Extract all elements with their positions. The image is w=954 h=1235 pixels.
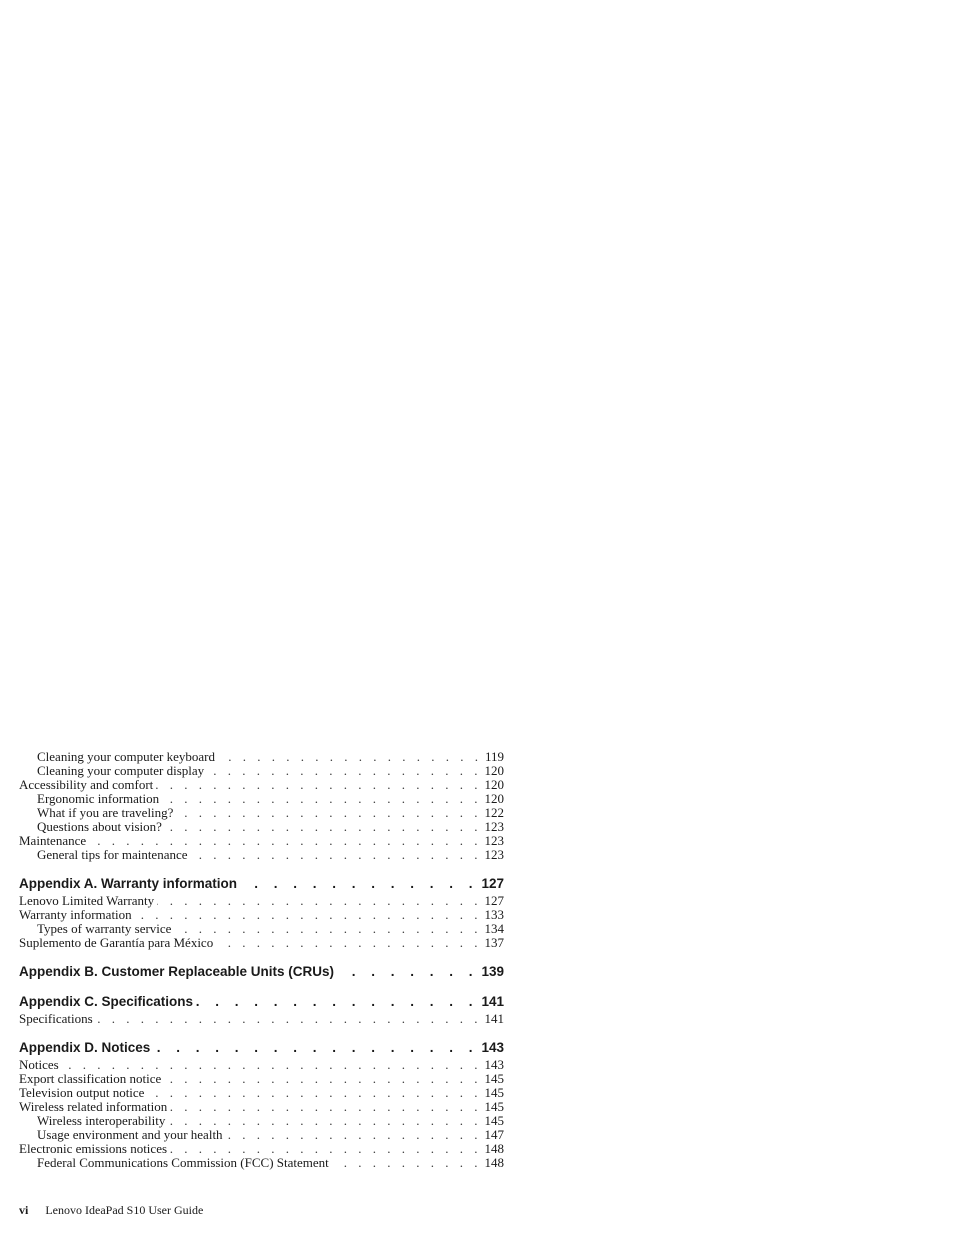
toc-heading-page: 127: [481, 876, 504, 891]
toc-entry-title: General tips for maintenance: [37, 847, 188, 862]
dot-leader: [207, 764, 481, 778]
toc-heading-appendix-d[interactable]: [19, 1040, 504, 1056]
dot-leader: [164, 1072, 481, 1086]
toc-entry[interactable]: [19, 792, 504, 806]
toc-group-maintenance: [19, 750, 504, 862]
toc-entry-title: Maintenance: [19, 833, 87, 848]
toc-entry[interactable]: [19, 908, 504, 922]
dot-leader: [153, 1040, 478, 1056]
toc-heading-page: 143: [481, 1040, 504, 1055]
toc-entry[interactable]: [19, 1086, 504, 1100]
toc-entry-page: 145: [484, 1071, 504, 1086]
toc-heading-page: 139: [481, 964, 504, 979]
dot-leader: [174, 922, 481, 936]
toc-entry-page: 123: [484, 819, 504, 834]
page-number: vi: [19, 1203, 29, 1217]
toc-entry-title: Television output notice: [19, 1085, 145, 1100]
dot-leader: [240, 876, 478, 892]
toc-heading-title: Appendix C. Specifications: [19, 994, 194, 1009]
toc-entry-title: Types of warranty service: [37, 921, 172, 936]
toc-entry-title: Questions about vision?: [37, 819, 162, 834]
toc-entry-page: 148: [484, 1141, 504, 1156]
toc-entry-title: Ergonomic information: [37, 791, 160, 806]
dot-leader: [162, 792, 481, 806]
dot-leader: [216, 936, 481, 950]
toc-entry[interactable]: [19, 778, 504, 792]
toc-entry-title: Warranty information: [19, 907, 132, 922]
dot-leader: [168, 1114, 481, 1128]
toc-entry-page: 147: [484, 1127, 504, 1142]
toc-heading-title: Appendix B. Customer Replaceable Units (CRUs): [19, 964, 335, 979]
toc-entry-page: 119: [484, 749, 504, 764]
toc-heading-page: 141: [481, 994, 504, 1009]
toc-entry-page: 120: [484, 791, 504, 806]
toc-entry[interactable]: [19, 922, 504, 936]
toc-entry[interactable]: [19, 764, 504, 778]
toc-group-appendix-d: [19, 1058, 504, 1170]
toc-entry-title: Specifications: [19, 1011, 93, 1026]
toc-heading-appendix-c[interactable]: [19, 994, 504, 1010]
dot-leader: [147, 1086, 481, 1100]
dot-leader: [196, 994, 478, 1010]
toc-entry[interactable]: [19, 936, 504, 950]
toc-entry-title: Export classification notice: [19, 1071, 162, 1086]
toc-entry[interactable]: [19, 1058, 504, 1072]
dot-leader: [191, 848, 482, 862]
toc-entry-title: Electronic emissions notices: [19, 1141, 168, 1156]
toc-group-appendix-c: [19, 1012, 504, 1026]
dot-leader: [332, 1156, 482, 1170]
toc-entry-page: 141: [484, 1011, 504, 1026]
toc-entry[interactable]: [19, 1128, 504, 1142]
toc-heading-title: Appendix A. Warranty information: [19, 876, 238, 891]
dot-leader: [170, 1100, 481, 1114]
toc-entry-title: Wireless related information: [19, 1099, 168, 1114]
toc-entry-title: Usage environment and your health: [37, 1127, 223, 1142]
toc-entry[interactable]: [19, 1012, 504, 1026]
toc-heading-appendix-a[interactable]: [19, 876, 504, 892]
dot-leader: [135, 908, 482, 922]
dot-leader: [96, 1012, 482, 1026]
dot-leader: [226, 1128, 482, 1142]
toc-entry[interactable]: [19, 1114, 504, 1128]
dot-leader: [337, 964, 478, 980]
toc-entry-page: 145: [484, 1113, 504, 1128]
toc-heading-appendix-b[interactable]: [19, 964, 504, 980]
toc-entry-page: 133: [484, 907, 504, 922]
dot-leader: [170, 1142, 481, 1156]
toc-entry[interactable]: [19, 820, 504, 834]
toc-entry-page: 127: [484, 893, 504, 908]
toc-entry-title: Cleaning your computer display: [37, 763, 205, 778]
toc-entry[interactable]: [19, 750, 504, 764]
toc-entry[interactable]: [19, 894, 504, 908]
toc-entry-page: 123: [484, 833, 504, 848]
toc-entry-title: Federal Communications Commission (FCC) Statement: [37, 1155, 329, 1170]
toc-group-appendix-a: [19, 894, 504, 950]
toc-entry-title: What if you are traveling?: [37, 805, 174, 820]
toc-entry-page: 120: [484, 777, 504, 792]
toc-entry-page: 122: [484, 805, 504, 820]
dot-leader: [165, 820, 482, 834]
dot-leader: [156, 778, 481, 792]
toc-entry-title: Wireless interoperability: [37, 1113, 166, 1128]
dot-leader: [157, 894, 481, 908]
toc-entry[interactable]: [19, 834, 504, 848]
toc-entry-page: 120: [484, 763, 504, 778]
page-footer: [19, 1203, 203, 1218]
book-title: Lenovo IdeaPad S10 User Guide: [45, 1203, 204, 1217]
toc-entry-title: Accessibility and comfort: [19, 777, 154, 792]
toc-entry-page: 148: [484, 1155, 504, 1170]
toc-entry[interactable]: [19, 806, 504, 820]
dot-leader: [62, 1058, 482, 1072]
toc-entry[interactable]: [19, 1156, 504, 1170]
toc-entry-page: 137: [484, 935, 504, 950]
toc-entry[interactable]: [19, 848, 504, 862]
dot-leader: [89, 834, 481, 848]
toc-entry-page: 123: [484, 847, 504, 862]
toc-entry[interactable]: [19, 1072, 504, 1086]
toc-entry-title: Cleaning your computer keyboard: [37, 749, 215, 764]
toc-entry-page: 143: [484, 1057, 504, 1072]
toc-entry-page: 145: [484, 1085, 504, 1100]
toc-entry[interactable]: [19, 1142, 504, 1156]
toc-entry-title: Lenovo Limited Warranty: [19, 893, 155, 908]
toc-entry-page: 145: [484, 1099, 504, 1114]
dot-leader: [218, 750, 482, 764]
toc-entry-page: 134: [484, 921, 504, 936]
toc-entry-title: Suplemento de Garantía para México: [19, 935, 214, 950]
dot-leader: [176, 806, 481, 820]
toc-heading-title: Appendix D. Notices: [19, 1040, 151, 1055]
toc-entry-title: Notices: [19, 1057, 59, 1072]
table-of-contents: [19, 750, 504, 1170]
toc-entry[interactable]: [19, 1100, 504, 1114]
